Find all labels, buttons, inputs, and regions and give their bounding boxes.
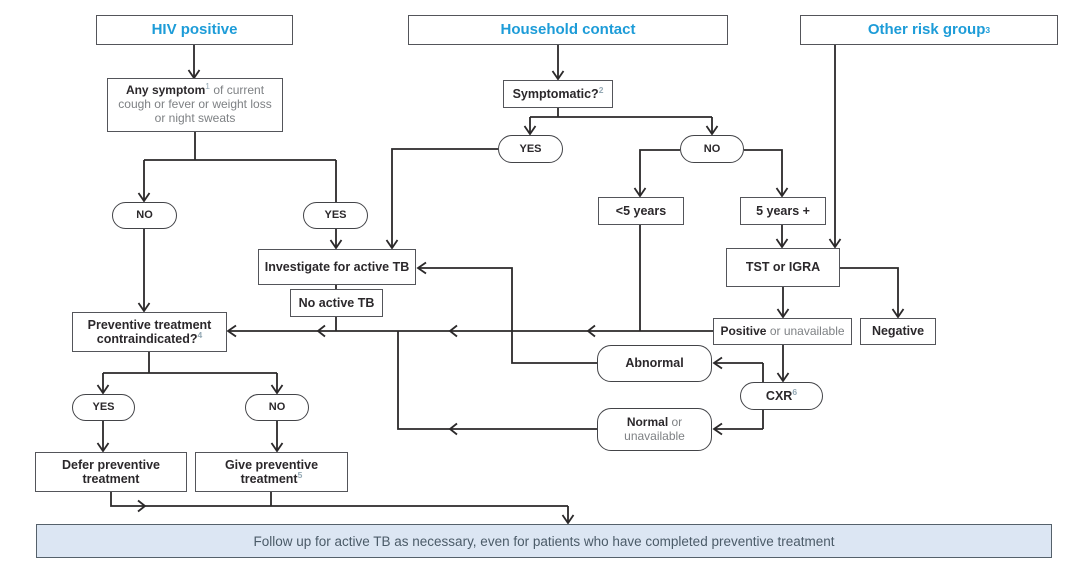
hiv-yes-label: YES <box>324 209 347 222</box>
node-5-years-plus <box>740 197 826 225</box>
node-defer-preventive-treatment <box>35 452 187 492</box>
node-under-5-years <box>598 197 684 225</box>
node-any-symptom <box>107 78 283 132</box>
node-give-preventive-treatment <box>195 452 348 492</box>
household-yes-label: YES <box>519 142 542 155</box>
node-preventive-contraindicated <box>72 312 227 352</box>
contraindicated-text <box>81 318 218 347</box>
node-cxr <box>740 382 823 410</box>
symptomatic-label: Symptomatic? <box>512 86 599 101</box>
node-negative <box>860 318 936 345</box>
normal-rest: or unavailable <box>624 414 685 443</box>
node-contraindicated-no <box>245 394 309 421</box>
symptomatic-sup: 2 <box>598 84 604 95</box>
header-household-contact-label: Household contact <box>500 21 636 39</box>
symptomatic-text <box>512 84 604 101</box>
any-symptom-sup: 1 <box>205 81 211 92</box>
under-5-years-label: <5 years <box>615 203 667 218</box>
investigate-label: Investigate for active TB <box>264 259 410 274</box>
node-contraindicated-yes <box>72 394 135 421</box>
positive-text <box>720 325 844 339</box>
cxr-text <box>765 386 798 403</box>
node-positive-or-unavailable <box>713 318 852 345</box>
positive-rest: or unavailable <box>766 323 845 338</box>
no-active-tb-label: No active TB <box>298 295 375 310</box>
household-no-label: NO <box>703 142 721 155</box>
any-symptom-bold: Any symptom <box>125 83 206 98</box>
defer-label: Defer preventive treatment <box>62 457 160 486</box>
node-no-active-tb <box>290 289 383 317</box>
contraindicated-sup: 4 <box>197 329 203 340</box>
node-abnormal <box>597 345 712 382</box>
node-any-symptom-text <box>114 81 276 125</box>
header-hiv-positive-label: HIV positive <box>151 21 238 39</box>
header-other-risk-group: Other risk group 3 <box>800 15 1058 45</box>
tst-or-igra-label: TST or IGRA <box>745 260 821 275</box>
normal-text <box>608 416 701 444</box>
follow-up-bar-text: Follow up for active TB as necessary, even for patients who have completed preventive treatment <box>253 533 835 549</box>
node-household-yes <box>498 135 563 163</box>
give-sup: 5 <box>297 469 303 480</box>
abnormal-label: Abnormal <box>625 356 684 371</box>
give-text <box>214 458 329 487</box>
positive-bold: Positive <box>720 323 767 338</box>
contraindicated-label: Preventive treatment contraindicated? <box>87 317 212 346</box>
cxr-sup: 6 <box>792 386 798 397</box>
header-other-risk-group-label: Other risk group <box>867 21 986 39</box>
header-hiv-positive <box>96 15 293 45</box>
node-investigate-active-tb <box>258 249 416 285</box>
node-tst-or-igra <box>726 248 840 287</box>
follow-up-bar <box>36 524 1052 558</box>
hiv-no-label: NO <box>136 209 153 222</box>
contraindicated-no-label: NO <box>268 401 286 414</box>
cxr-label: CXR <box>765 388 793 403</box>
normal-bold: Normal <box>626 414 669 429</box>
any-symptom-rest: of current cough or fever or weight loss or night sweats <box>118 83 272 125</box>
node-normal-or-unavailable <box>597 408 712 451</box>
node-household-no <box>680 135 744 163</box>
node-hiv-yes <box>303 202 368 229</box>
5-years-plus-label: 5 years + <box>756 203 810 218</box>
node-symptomatic <box>503 80 613 108</box>
node-hiv-no <box>112 202 177 229</box>
give-label: Give preventive treatment <box>224 457 319 486</box>
contraindicated-yes-label: YES <box>92 401 115 414</box>
negative-label: Negative <box>871 324 925 339</box>
header-household-contact <box>408 15 728 45</box>
